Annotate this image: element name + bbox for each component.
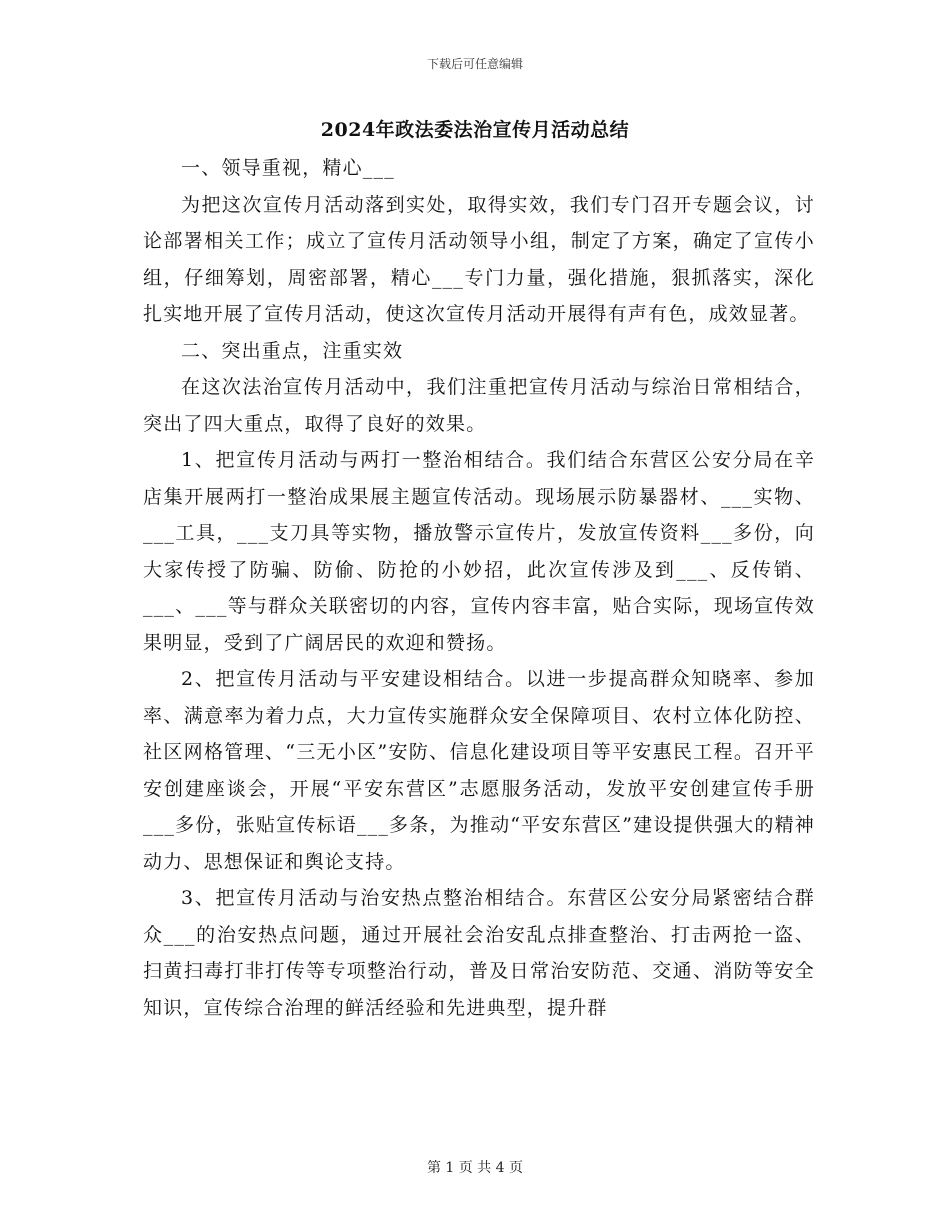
section-heading-2: 二、突出重点，注重实效 <box>181 339 404 362</box>
document-title: 2024年政法委法治宣传月活动总结 <box>320 119 630 141</box>
paragraph: 在这次法治宣传月活动中，我们注重把宣传月活动与综治日常相结合，突出了四大重点，取得了良好的效果。 <box>143 376 815 435</box>
header-note: 下载后可任意编辑 <box>426 57 523 71</box>
paragraph: 为把这次宣传月活动落到实处，取得实效，我们专门召开专题会议，讨论部署相关工作；成立了宣传月活动领导小组，制定了方案，确定了宣传小组，仔细筹划，周密部署，精心___专门力量，强化措施，狠抓落实，深化扎实地开展了宣传月活动，使这次宣传月活动开展得有声有色，成效显著。 <box>143 193 815 325</box>
page-number: 第 1 页 共 4 页 <box>426 1160 524 1176</box>
paragraph: 3、把宣传月活动与治安热点整治相结合。东营区公安分局紧密结合群众___的治安热点问题，通过开展社会治安乱点排查整治、打击两抢一盗、扫黄扫毒打非打传等专项整治行动，普及日常治安防范、交通、消防等安全知识，宣传综合治理的鲜活经验和先进典型，提升群 <box>143 887 815 1019</box>
paragraph: 2、把宣传月活动与平安建设相结合。以进一步提高群众知晓率、参加率、满意率为着力点，大力宣传实施群众安全保障项目、农村立体化防控、社区网格管理、“三无小区”安防、信息化建设项目等平安惠民工程。召开平安创建座谈会，开展“平安东营区”志愿服务活动，发放平安创建宣传手册___多份，张贴宣传标语___多条，为推动“平安东营区”建设提供强大的精神动力、思想保证和舆论支持。 <box>143 668 815 873</box>
paragraph: 1、把宣传月活动与两打一整治相结合。我们结合东营区公安分局在辛店集开展两打一整治成果展主题宣传活动。现场展示防暴器材、___实物、___工具，___支刀具等实物，播放警示宣传片，发放宣传资料___多份，向大家传授了防骗、防偷、防抢的小妙招，此次宣传涉及到___、反传销、___、___等与群众关联密切的内容，宣传内容丰富，贴合实际，现场宣传效果明显，受到了广阔居民的欢迎和赞扬。 <box>143 449 815 654</box>
document-body <box>143 150 815 1026</box>
section-heading-1: 一、领导重视，精心___ <box>181 157 395 179</box>
